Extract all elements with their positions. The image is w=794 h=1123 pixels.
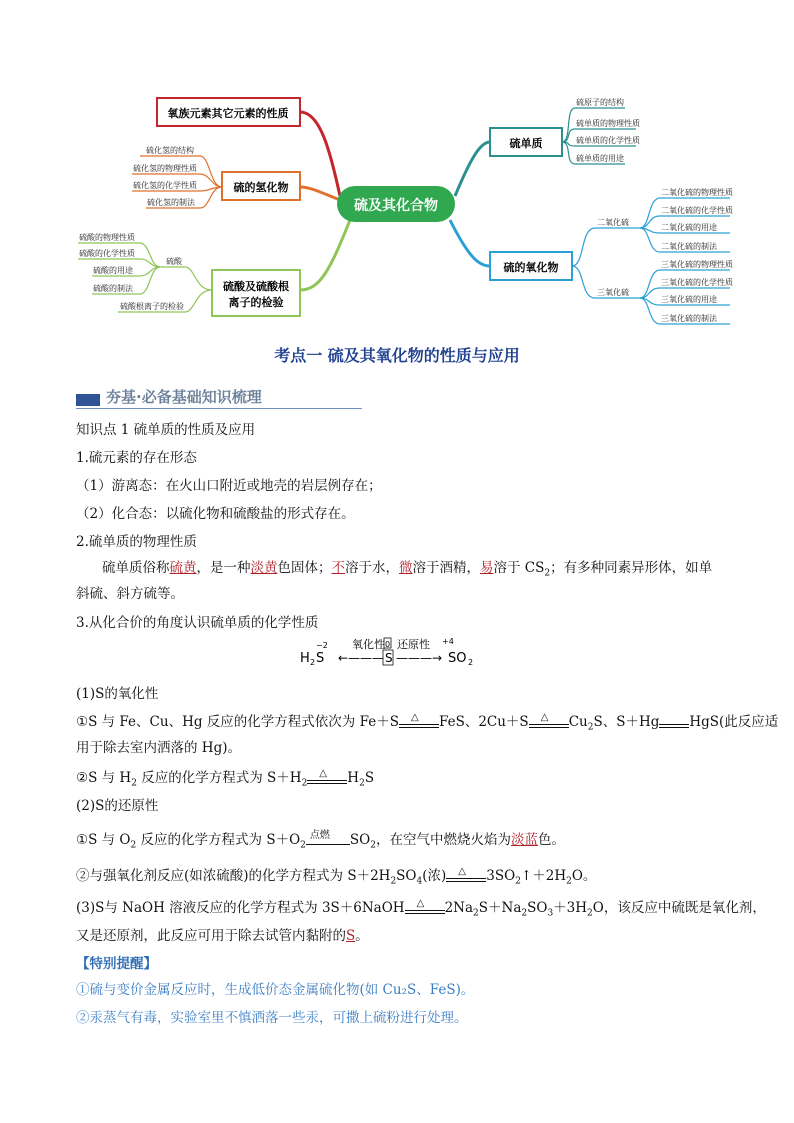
equation-line: (3)S与 NaOH 溶液反应的化学方程式为 3S＋6NaOH △ $2Na_2S+Na_2SO_3+3H_2O$，该反应中硫既是氧化剂， <box>76 897 766 919</box>
node-hydride <box>222 172 300 200</box>
leaf: 硫酸的物理性质 <box>79 233 135 242</box>
leaf: 硫单质的化学性质 <box>576 136 640 145</box>
leaf: 二氧化硫的物理性质 <box>661 188 733 197</box>
leaf: 三氧化硫的用途 <box>661 295 717 304</box>
heading: 2.硫单质的物理性质 <box>76 534 197 550</box>
leaf: 三氧化硫的物理性质 <box>661 260 733 269</box>
svg-text:氧化性: 氧化性 <box>352 638 385 651</box>
leaf: 硫化氢的结构 <box>146 146 194 155</box>
tip-item: ①硫与变价金属反应时，生成低价态金属硫化物(如 Cu₂S、FeS)。 <box>76 982 475 998</box>
node-oxide <box>490 252 572 280</box>
node-element <box>490 128 562 156</box>
mind-map <box>0 0 794 340</box>
leaf: 硫原子的结构 <box>576 98 624 107</box>
svg-text:离子的检验: 离子的检验 <box>228 296 284 309</box>
header-bar <box>76 394 100 406</box>
equation-line: ①S 与 $O_2$ 反应的化学方程式为 $S+O_2$ 点燃 $SO_2$，在空气中燃烧火焰为淡蓝色。 <box>76 829 565 851</box>
paragraph: （2）化合态：以硫化物和硫酸盐的形式存在。 <box>76 506 355 522</box>
leaf: 硫单质的用途 <box>576 154 624 163</box>
svg-text:S: S <box>316 651 325 666</box>
equation-line: ①S 与 Fe、Cu、Hg 反应的化学方程式依次为 Fe＋S △ FeS、2Cu＋S △ $Cu_2S$、S＋Hg HgS(此反应适 <box>76 711 779 733</box>
heading: 1.硫元素的存在形态 <box>76 450 197 466</box>
leaf: 硫酸的化学性质 <box>79 249 135 258</box>
heading: 3.从化合价的角度认识硫单质的化学性质 <box>76 615 319 631</box>
leaf: 三氧化硫的化学性质 <box>661 278 733 287</box>
paragraph-physical: 硫单质俗称硫黄，是一种淡黄色固体；不溶于水，微溶于酒精，易溶于 $CS_2$；有多种同素异形体，如单 <box>102 560 713 579</box>
svg-text:2: 2 <box>310 658 316 667</box>
svg-text:SO: SO <box>448 651 467 666</box>
heading: (2)S的还原性 <box>76 798 159 814</box>
paragraph: （1）游离态：在火山口附近或地壳的岩层例存在； <box>76 478 382 494</box>
center-node <box>337 186 455 222</box>
paragraph-physical-cont: 斜硫、斜方硫等。 <box>76 586 184 602</box>
svg-text:−2: −2 <box>316 641 328 650</box>
svg-text:S: S <box>385 651 393 665</box>
tip-heading: 【特别提醒】 <box>76 956 157 972</box>
leaf: 硫酸 <box>166 257 182 266</box>
leaf: 硫酸的用途 <box>93 266 133 275</box>
page-title: 考点一 硫及其氧化物的性质与应用 <box>274 346 520 365</box>
svg-text:0: 0 <box>385 640 391 649</box>
svg-text:硫及其化合物: 硫及其化合物 <box>354 198 438 214</box>
leaf: 二氧化硫的用途 <box>661 223 717 232</box>
heading: (1)S的氧化性 <box>76 686 159 702</box>
leaf: 二氧化硫的制法 <box>661 242 717 251</box>
equation-line: ②S 与 $H_2$ 反应的化学方程式为 $S+H_2$ △ $H_2S$ <box>76 767 375 789</box>
equation-line-cont: 用于除去室内洒落的 Hg)。 <box>76 740 241 756</box>
tip-item: ②汞蒸气有毒，实验室里不慎洒落一些汞，可撒上硫粉进行处理。 <box>76 1010 468 1026</box>
svg-text:2: 2 <box>468 658 474 667</box>
section-header <box>76 384 362 409</box>
leaf: 二氧化硫 <box>597 218 629 227</box>
leaf: 二氧化硫的化学性质 <box>661 206 733 215</box>
equation-line-cont: 又是还原剂，此反应可用于除去试管内黏附的S。 <box>76 928 369 944</box>
leaf: 硫化氢的制法 <box>147 198 195 207</box>
svg-text:还原性: 还原性 <box>397 638 430 651</box>
leaf: 三氧化硫的制法 <box>661 314 717 323</box>
svg-text:+4: +4 <box>442 637 454 646</box>
equation-line: ②与强氧化剂反应(如浓硫酸)的化学方程式为 $S+2H_2SO_4$(浓) △ $3SO_2↑+2H_2O$。 <box>76 865 597 887</box>
valence-diagram <box>300 634 500 670</box>
svg-text:硫单质: 硫单质 <box>509 137 543 150</box>
knowledge-point: 知识点 1 硫单质的性质及应用 <box>76 422 256 438</box>
node-other-elements <box>157 98 300 126</box>
leaf: 硫化氢的物理性质 <box>133 164 197 173</box>
leaf: 硫单质的物理性质 <box>576 119 640 128</box>
leaf: 硫酸根离子的检验 <box>120 302 184 311</box>
node-acid <box>212 270 300 316</box>
svg-text:硫酸及硫酸根: 硫酸及硫酸根 <box>223 280 289 293</box>
section-header-text: 夯基·必备基础知识梳理 <box>106 388 262 406</box>
leaf: 硫化氢的化学性质 <box>133 181 197 190</box>
svg-text:氧族元素其它元素的性质: 氧族元素其它元素的性质 <box>167 107 289 120</box>
svg-text:硫的氢化物: 硫的氢化物 <box>233 181 289 194</box>
svg-text:———→: ———→ <box>396 651 443 665</box>
svg-text:←———: ←——— <box>338 651 385 665</box>
svg-text:硫的氧化物: 硫的氧化物 <box>503 261 559 274</box>
leaf: 硫酸的制法 <box>93 284 133 293</box>
leaf: 三氧化硫 <box>597 288 629 297</box>
svg-text:H: H <box>300 651 310 666</box>
